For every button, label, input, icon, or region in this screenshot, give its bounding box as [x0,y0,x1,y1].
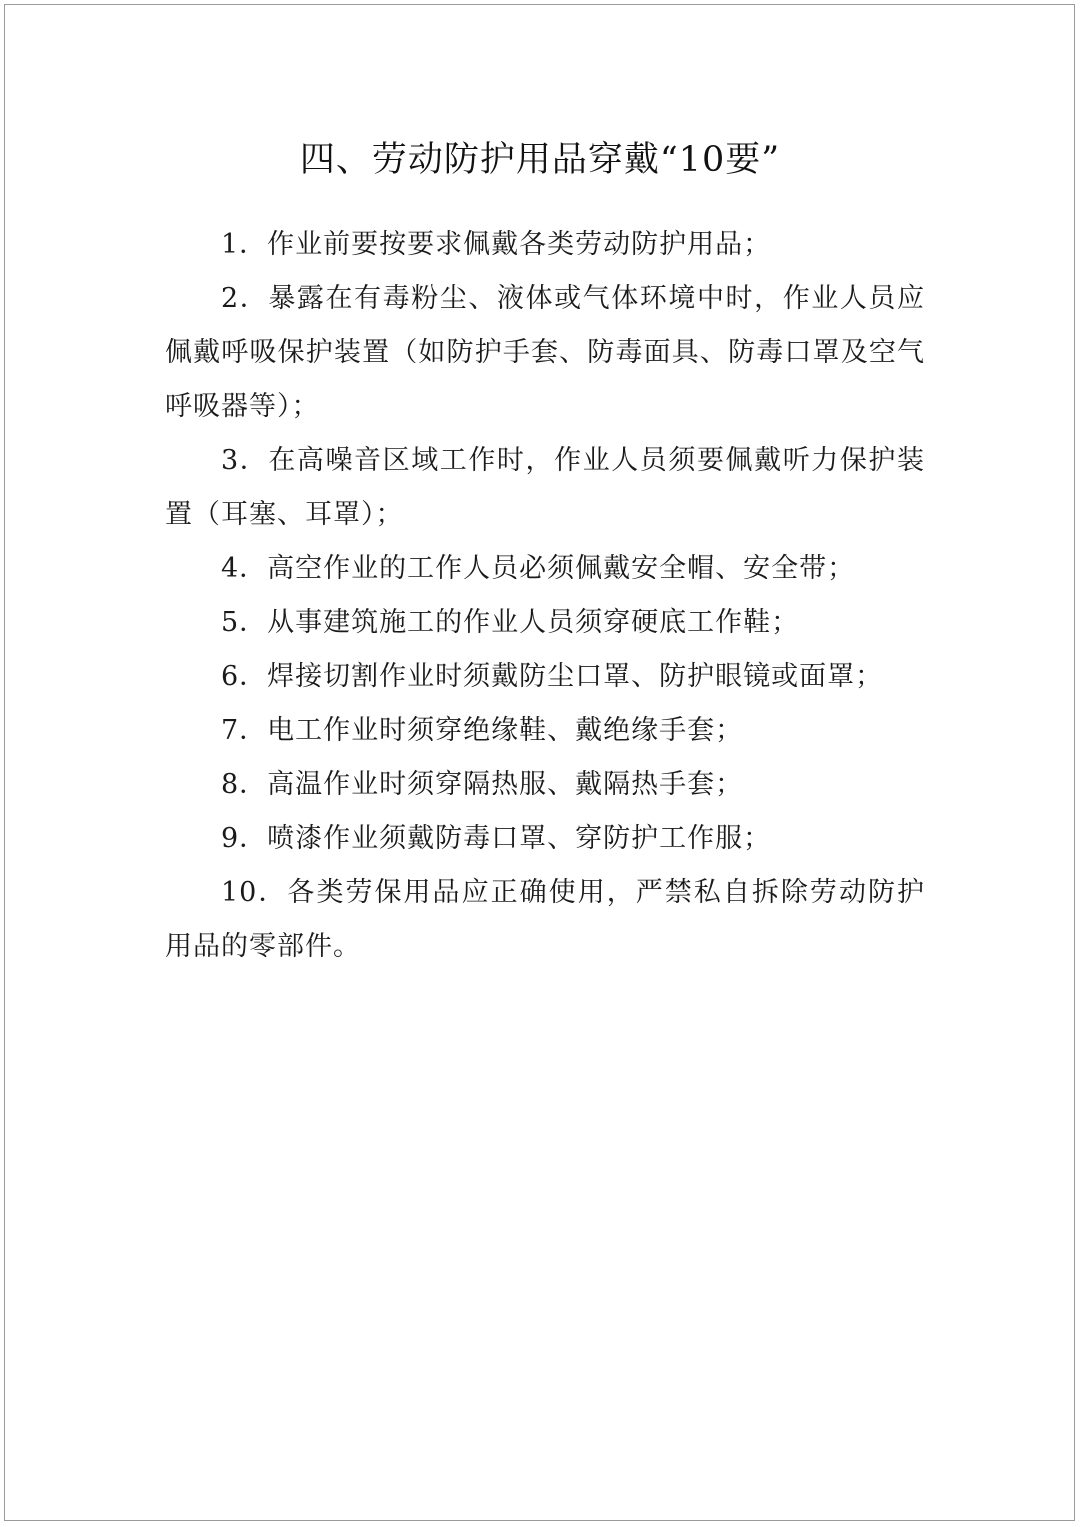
list-item-3: 3．在高噪音区域工作时，作业人员须要佩戴听力保护装置（耳塞、耳罩）； [165,445,925,530]
list-item-10: 10．各类劳保用品应正确使用，严禁私自拆除劳动防护用品的零部件。 [165,877,925,962]
list-item-9: 9．喷漆作业须戴防毒口罩、穿防护工作服； [221,823,772,854]
document-body [165,218,925,974]
list-item-6: 6．焊接切割作业时须戴防尘口罩、防护眼镜或面罩； [221,661,884,692]
list-item-8: 8．高温作业时须穿隔热服、戴隔热手套； [221,769,744,800]
document-title: 四、劳动防护用品穿戴“10要” [299,140,781,180]
list-item-4: 4．高空作业的工作人员必须佩戴安全帽、安全带； [221,553,856,584]
list-item-2: 2．暴露在有毒粉尘、液体或气体环境中时，作业人员应佩戴呼吸保护装置（如防护手套、防毒面具、防毒口罩及空气呼吸器等）； [165,283,925,422]
list-item-5: 5．从事建筑施工的作业人员须穿硬底工作鞋； [221,607,800,638]
list-item-7: 7．电工作业时须穿绝缘鞋、戴绝缘手套； [221,715,744,746]
list-item-1: 1．作业前要按要求佩戴各类劳动防护用品； [221,229,772,260]
